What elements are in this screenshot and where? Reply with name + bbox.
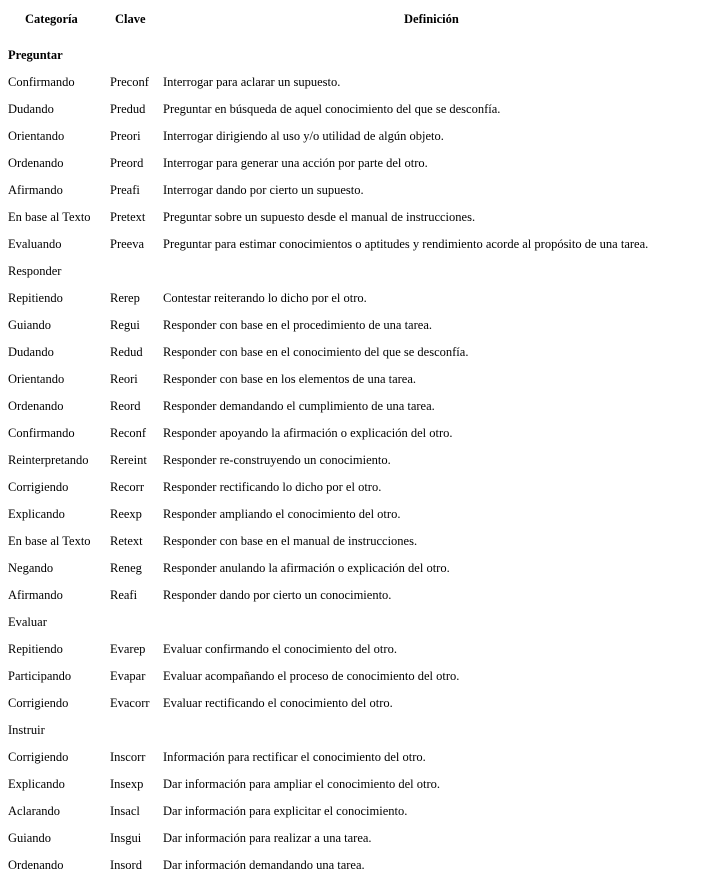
- cell-key: Rerep: [110, 291, 140, 305]
- cell-category: Confirmando: [8, 426, 75, 440]
- cell-key: Preconf: [110, 75, 149, 89]
- cell-definition: Responder ampliando el conocimiento del otro.: [163, 507, 401, 521]
- cell-category: Ordenando: [8, 156, 64, 170]
- cell-definition: Responder rectificando lo dicho por el otro.: [163, 480, 382, 494]
- cell-key: Insgui: [110, 831, 142, 845]
- section-row: [0, 613, 719, 640]
- cell-category: Dudando: [8, 345, 54, 359]
- cell-definition: Responder con base en el manual de instrucciones.: [163, 534, 418, 548]
- cell-category: Confirmando: [8, 75, 75, 89]
- cell-definition: Responder con base en los elementos de una tarea.: [163, 372, 417, 386]
- cell-key: Insord: [110, 858, 142, 872]
- cell-definition: Responder dando por cierto un conocimiento.: [163, 588, 392, 602]
- cell-category: Repitiendo: [8, 642, 63, 656]
- cell-key: Retext: [110, 534, 143, 548]
- category-table: [0, 10, 719, 883]
- table-header: [0, 10, 719, 28]
- cell-definition: Interrogar para generar una acción por parte del otro.: [163, 156, 428, 170]
- cell-key: Evapar: [110, 669, 146, 683]
- cell-key: Insacl: [110, 804, 140, 818]
- table-row: [0, 451, 719, 478]
- cell-category: Orientando: [8, 372, 65, 386]
- cell-category: Guiando: [8, 318, 52, 332]
- cell-key: Reexp: [110, 507, 142, 521]
- cell-definition: Responder anulando la afirmación o explicación del otro.: [163, 561, 450, 575]
- cell-key: Reneg: [110, 561, 142, 575]
- table-row: [0, 829, 719, 856]
- cell-definition: Contestar reiterando lo dicho por el otro.: [163, 291, 367, 305]
- table-row: [0, 100, 719, 127]
- cell-definition: Dar información para explicitar el conocimiento.: [163, 804, 408, 818]
- table-row: [0, 424, 719, 451]
- table-row: [0, 586, 719, 613]
- cell-key: Pretext: [110, 210, 146, 224]
- cell-category: Ordenando: [8, 399, 64, 413]
- table-row: [0, 505, 719, 532]
- cell-category: Aclarando: [8, 804, 61, 818]
- cell-definition: Interrogar para aclarar un supuesto.: [163, 75, 341, 89]
- cell-definition: Responder re-construyendo un conocimiento.: [163, 453, 391, 467]
- cell-definition: Dar información para ampliar el conocimiento del otro.: [163, 777, 440, 791]
- cell-key: Regui: [110, 318, 140, 332]
- table-row: [0, 640, 719, 667]
- header-key: Clave: [115, 12, 146, 26]
- table-row: [0, 559, 719, 586]
- cell-key: Evarep: [110, 642, 146, 656]
- cell-definition: Interrogar dirigiendo al uso y/o utilidad de algún objeto.: [163, 129, 444, 143]
- table-row: [0, 73, 719, 100]
- table-row: [0, 289, 719, 316]
- table-row: [0, 370, 719, 397]
- cell-category: Orientando: [8, 129, 65, 143]
- table-row: [0, 316, 719, 343]
- cell-key: Insexp: [110, 777, 144, 791]
- section-title: Responder: [8, 264, 62, 278]
- cell-definition: Dar información demandando una tarea.: [163, 858, 365, 872]
- cell-key: Predud: [110, 102, 146, 116]
- cell-category: Afirmando: [8, 183, 63, 197]
- cell-definition: Responder apoyando la afirmación o explicación del otro.: [163, 426, 453, 440]
- cell-definition: Evaluar confirmando el conocimiento del otro.: [163, 642, 397, 656]
- section-row: [0, 46, 719, 73]
- table-row: [0, 856, 719, 883]
- cell-definition: Responder con base en el procedimiento de una tarea.: [163, 318, 432, 332]
- table-row: [0, 775, 719, 802]
- cell-definition: Interrogar dando por cierto un supuesto.: [163, 183, 364, 197]
- table-row: [0, 748, 719, 775]
- table-row: [0, 802, 719, 829]
- table-row: [0, 208, 719, 235]
- cell-key: Preori: [110, 129, 141, 143]
- cell-key: Evacorr: [110, 696, 150, 710]
- cell-key: Recorr: [110, 480, 145, 494]
- cell-category: Corrigiendo: [8, 750, 69, 764]
- cell-key: Redud: [110, 345, 143, 359]
- table-row: [0, 397, 719, 424]
- cell-category: En base al Texto: [8, 534, 91, 548]
- cell-definition: Responder demandando el cumplimiento de una tarea.: [163, 399, 435, 413]
- cell-definition: Responder con base en el conocimiento del que se desconfía.: [163, 345, 469, 359]
- table-row: [0, 532, 719, 559]
- cell-category: Evaluando: [8, 237, 62, 251]
- cell-key: Reord: [110, 399, 141, 413]
- section-title: Preguntar: [8, 48, 63, 62]
- section-title: Evaluar: [8, 615, 47, 629]
- table-body: [0, 46, 719, 883]
- cell-definition: Preguntar sobre un supuesto desde el manual de instrucciones.: [163, 210, 476, 224]
- cell-key: Inscorr: [110, 750, 146, 764]
- cell-definition: Información para rectificar el conocimiento del otro.: [163, 750, 426, 764]
- cell-category: Explicando: [8, 777, 65, 791]
- cell-category: Explicando: [8, 507, 65, 521]
- cell-definition: Dar información para realizar a una tarea.: [163, 831, 372, 845]
- section-row: [0, 721, 719, 748]
- table-row: [0, 478, 719, 505]
- cell-key: Rereint: [110, 453, 147, 467]
- table-row: [0, 154, 719, 181]
- cell-definition: Evaluar rectificando el conocimiento del otro.: [163, 696, 393, 710]
- cell-category: Dudando: [8, 102, 54, 116]
- cell-key: Reori: [110, 372, 138, 386]
- cell-definition: Evaluar acompañando el proceso de conocimiento del otro.: [163, 669, 460, 683]
- table-row: [0, 343, 719, 370]
- table-row: [0, 181, 719, 208]
- cell-category: En base al Texto: [8, 210, 91, 224]
- section-title: Instruir: [8, 723, 45, 737]
- table-row: [0, 694, 719, 721]
- cell-key: Preafi: [110, 183, 140, 197]
- table-row: [0, 127, 719, 154]
- section-row: [0, 262, 719, 289]
- cell-category: Corrigiendo: [8, 480, 69, 494]
- header-category: Categoría: [25, 12, 78, 26]
- table-row: [0, 667, 719, 694]
- cell-key: Reafi: [110, 588, 138, 602]
- cell-definition: Preguntar para estimar conocimientos o aptitudes y rendimiento acorde al propósito de una tarea.: [163, 237, 649, 251]
- cell-key: Preord: [110, 156, 144, 170]
- cell-category: Ordenando: [8, 858, 64, 872]
- cell-category: Negando: [8, 561, 54, 575]
- cell-category: Reinterpretando: [8, 453, 89, 467]
- cell-category: Repitiendo: [8, 291, 63, 305]
- cell-key: Preeva: [110, 237, 145, 251]
- table-row: [0, 235, 719, 262]
- cell-category: Guiando: [8, 831, 52, 845]
- cell-definition: Preguntar en búsqueda de aquel conocimiento del que se desconfía.: [163, 102, 501, 116]
- cell-category: Participando: [8, 669, 72, 683]
- cell-category: Afirmando: [8, 588, 63, 602]
- cell-key: Reconf: [110, 426, 147, 440]
- cell-category: Corrigiendo: [8, 696, 69, 710]
- header-definition: Definición: [404, 12, 459, 26]
